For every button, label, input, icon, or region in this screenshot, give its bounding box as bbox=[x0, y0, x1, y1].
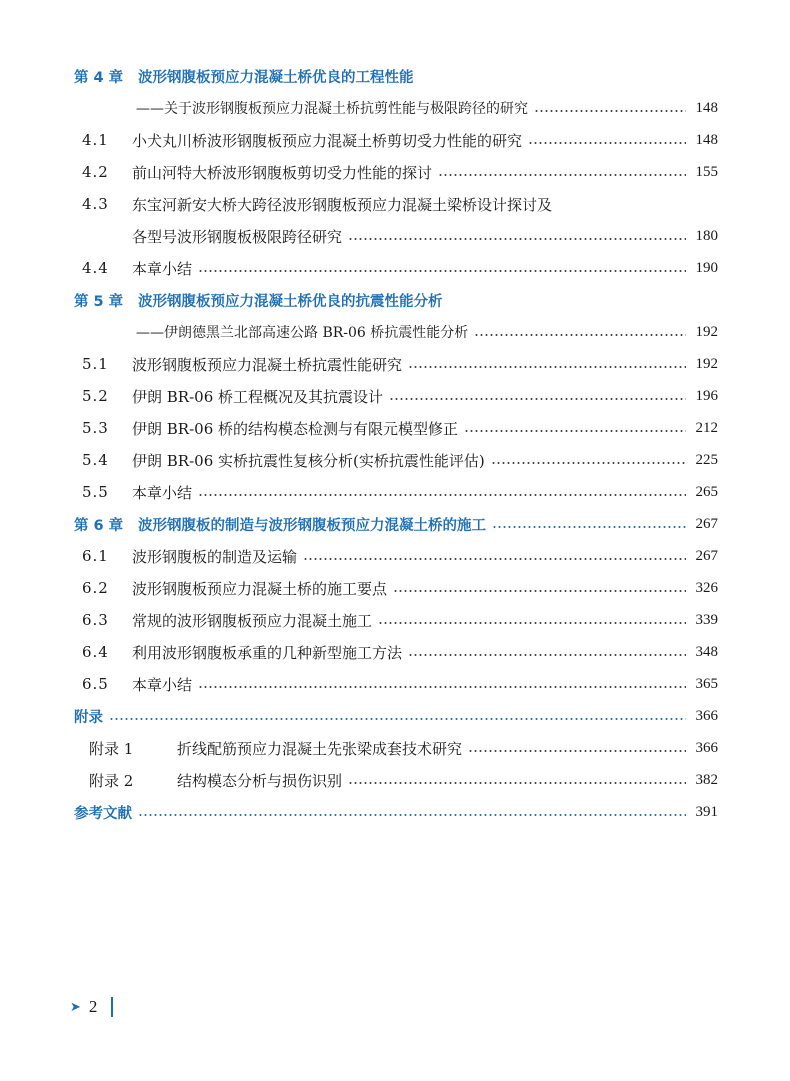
toc-section-4-3[interactable] bbox=[74, 188, 718, 220]
chapter-number: 第 4 章 bbox=[74, 69, 124, 86]
section-title: 东宝河新安大桥大跨径波形钢腹板预应力混凝土梁桥设计探讨及 bbox=[132, 195, 553, 214]
toc-section-6-3[interactable] bbox=[74, 604, 718, 636]
section-title-continued: 各型号波形钢腹板极限跨径研究 bbox=[132, 227, 343, 246]
page-number: 155 bbox=[695, 163, 718, 180]
leader-dots bbox=[468, 750, 686, 752]
appendix-number: 附录 2 bbox=[89, 771, 134, 790]
section-number: 5.1 bbox=[82, 355, 109, 373]
page-number: 225 bbox=[695, 451, 718, 468]
section-title: 本章小结 bbox=[132, 259, 193, 278]
toc-chapter-4-subtitle[interactable] bbox=[74, 92, 718, 124]
section-number: 5.2 bbox=[82, 387, 109, 405]
section-title: 伊朗 BR-06 桥的结构模态检测与有限元模型修正 bbox=[132, 419, 459, 438]
page-number: 180 bbox=[695, 227, 718, 244]
toc-section-4-4[interactable] bbox=[74, 252, 718, 284]
page-number: 267 bbox=[695, 515, 718, 532]
leader-dots bbox=[198, 494, 686, 496]
page-number: 391 bbox=[695, 803, 718, 820]
section-title: 结构模态分析与损伤识别 bbox=[177, 771, 343, 790]
toc-appendix[interactable] bbox=[74, 700, 718, 732]
page-number: 339 bbox=[695, 611, 718, 628]
leader-dots bbox=[348, 782, 686, 784]
chapter-subtitle: ——关于波形钢腹板预应力混凝土桥抗剪性能与极限跨径的研究 bbox=[136, 101, 528, 117]
chevron-right-icon: ➤ bbox=[70, 999, 81, 1014]
leader-dots bbox=[348, 238, 686, 240]
page-footer bbox=[70, 994, 113, 1020]
toc-section-6-1[interactable] bbox=[74, 540, 718, 572]
footer-divider bbox=[111, 997, 113, 1017]
section-title: 利用波形钢腹板承重的几种新型施工方法 bbox=[132, 643, 403, 662]
page-number: 148 bbox=[695, 99, 718, 116]
leader-dots bbox=[474, 334, 686, 336]
toc-section-5-1[interactable] bbox=[74, 348, 718, 380]
toc-section-4-3-continued[interactable] bbox=[74, 220, 718, 252]
chapter-title: 波形钢腹板预应力混凝土桥优良的工程性能 bbox=[138, 69, 414, 86]
toc-chapter-5-subtitle[interactable] bbox=[74, 316, 718, 348]
page-number: 192 bbox=[695, 323, 718, 340]
leader-dots bbox=[438, 174, 686, 176]
table-of-contents bbox=[74, 60, 718, 828]
page-number: 365 bbox=[695, 675, 718, 692]
toc-section-5-2[interactable] bbox=[74, 380, 718, 412]
appendix-number: 附录 1 bbox=[89, 739, 134, 758]
leader-dots bbox=[389, 398, 686, 400]
toc-references[interactable] bbox=[74, 796, 718, 828]
section-title: 波形钢腹板预应力混凝土桥的施工要点 bbox=[132, 579, 388, 598]
section-number: 6.2 bbox=[82, 579, 109, 597]
page-number: 148 bbox=[695, 131, 718, 148]
section-number: 5.3 bbox=[82, 419, 109, 437]
toc-section-5-5[interactable] bbox=[74, 476, 718, 508]
leader-dots bbox=[393, 590, 686, 592]
leader-dots bbox=[303, 558, 686, 560]
section-number: 4.1 bbox=[82, 131, 109, 149]
leader-dots bbox=[378, 622, 686, 624]
chapter-title: 附录 bbox=[74, 709, 103, 726]
leader-dots bbox=[528, 142, 686, 144]
chapter-subtitle: ——伊朗德黑兰北部高速公路 BR-06 桥抗震性能分析 bbox=[136, 325, 469, 341]
page-number: 192 bbox=[695, 355, 718, 372]
page-number: 348 bbox=[695, 643, 718, 660]
toc-section-6-5[interactable] bbox=[74, 668, 718, 700]
chapter-number: 第 6 章 bbox=[74, 517, 124, 534]
toc-section-4-2[interactable] bbox=[74, 156, 718, 188]
leader-dots bbox=[408, 654, 686, 656]
leader-dots bbox=[198, 686, 686, 688]
page-number: 366 bbox=[695, 739, 718, 756]
leader-dots bbox=[492, 526, 686, 528]
section-title: 波形钢腹板预应力混凝土桥抗震性能研究 bbox=[132, 355, 403, 374]
toc-chapter-6[interactable] bbox=[74, 508, 718, 540]
section-number: 5.4 bbox=[82, 451, 109, 469]
leader-dots bbox=[109, 718, 686, 720]
toc-section-6-2[interactable] bbox=[74, 572, 718, 604]
toc-section-5-3[interactable] bbox=[74, 412, 718, 444]
leader-dots bbox=[408, 366, 686, 368]
leader-dots bbox=[464, 430, 686, 432]
page-number: 382 bbox=[695, 771, 718, 788]
section-number: 6.1 bbox=[82, 547, 109, 565]
section-title: 小犬丸川桥波形钢腹板预应力混凝土桥剪切受力性能的研究 bbox=[132, 131, 523, 150]
section-title: 前山河特大桥波形钢腹板剪切受力性能的探讨 bbox=[132, 163, 433, 182]
page-number: 196 bbox=[695, 387, 718, 404]
toc-section-6-4[interactable] bbox=[74, 636, 718, 668]
section-title: 常规的波形钢腹板预应力混凝土施工 bbox=[132, 611, 373, 630]
leader-dots bbox=[198, 270, 686, 272]
section-title: 波形钢腹板的制造及运输 bbox=[132, 547, 298, 566]
section-title: 伊朗 BR-06 实桥抗震性复核分析(实桥抗震性能评估) bbox=[132, 451, 485, 470]
chapter-title: 波形钢腹板的制造与波形钢腹板预应力混凝土桥的施工 bbox=[138, 517, 486, 534]
toc-appendix-2[interactable] bbox=[74, 764, 718, 796]
leader-dots bbox=[138, 814, 686, 816]
page-number: 326 bbox=[695, 579, 718, 596]
toc-chapter-5[interactable] bbox=[74, 284, 718, 316]
section-number: 6.5 bbox=[82, 675, 109, 693]
page-number: 212 bbox=[695, 419, 718, 436]
page-number: 265 bbox=[695, 483, 718, 500]
leader-dots bbox=[534, 110, 686, 112]
footer-page-number: 2 bbox=[88, 997, 98, 1016]
section-title: 伊朗 BR-06 桥工程概况及其抗震设计 bbox=[132, 387, 384, 406]
page-number: 267 bbox=[695, 547, 718, 564]
section-number: 6.3 bbox=[82, 611, 109, 629]
section-number: 5.5 bbox=[82, 483, 109, 501]
toc-section-5-4[interactable] bbox=[74, 444, 718, 476]
page-number: 190 bbox=[695, 259, 718, 276]
toc-section-4-1[interactable] bbox=[74, 124, 718, 156]
section-number: 4.2 bbox=[82, 163, 109, 181]
chapter-number: 第 5 章 bbox=[74, 293, 124, 310]
toc-appendix-1[interactable] bbox=[74, 732, 718, 764]
section-number: 4.4 bbox=[82, 259, 109, 277]
section-number: 6.4 bbox=[82, 643, 109, 661]
page-number: 366 bbox=[695, 707, 718, 724]
leader-dots bbox=[491, 462, 686, 464]
section-title: 折线配筋预应力混凝土先张梁成套技术研究 bbox=[177, 739, 463, 758]
section-title: 本章小结 bbox=[132, 675, 193, 694]
chapter-title: 波形钢腹板预应力混凝土桥优良的抗震性能分析 bbox=[138, 293, 443, 310]
section-title: 本章小结 bbox=[132, 483, 193, 502]
section-number: 4.3 bbox=[82, 195, 109, 213]
toc-chapter-4[interactable] bbox=[74, 60, 718, 92]
chapter-title: 参考文献 bbox=[74, 805, 132, 822]
